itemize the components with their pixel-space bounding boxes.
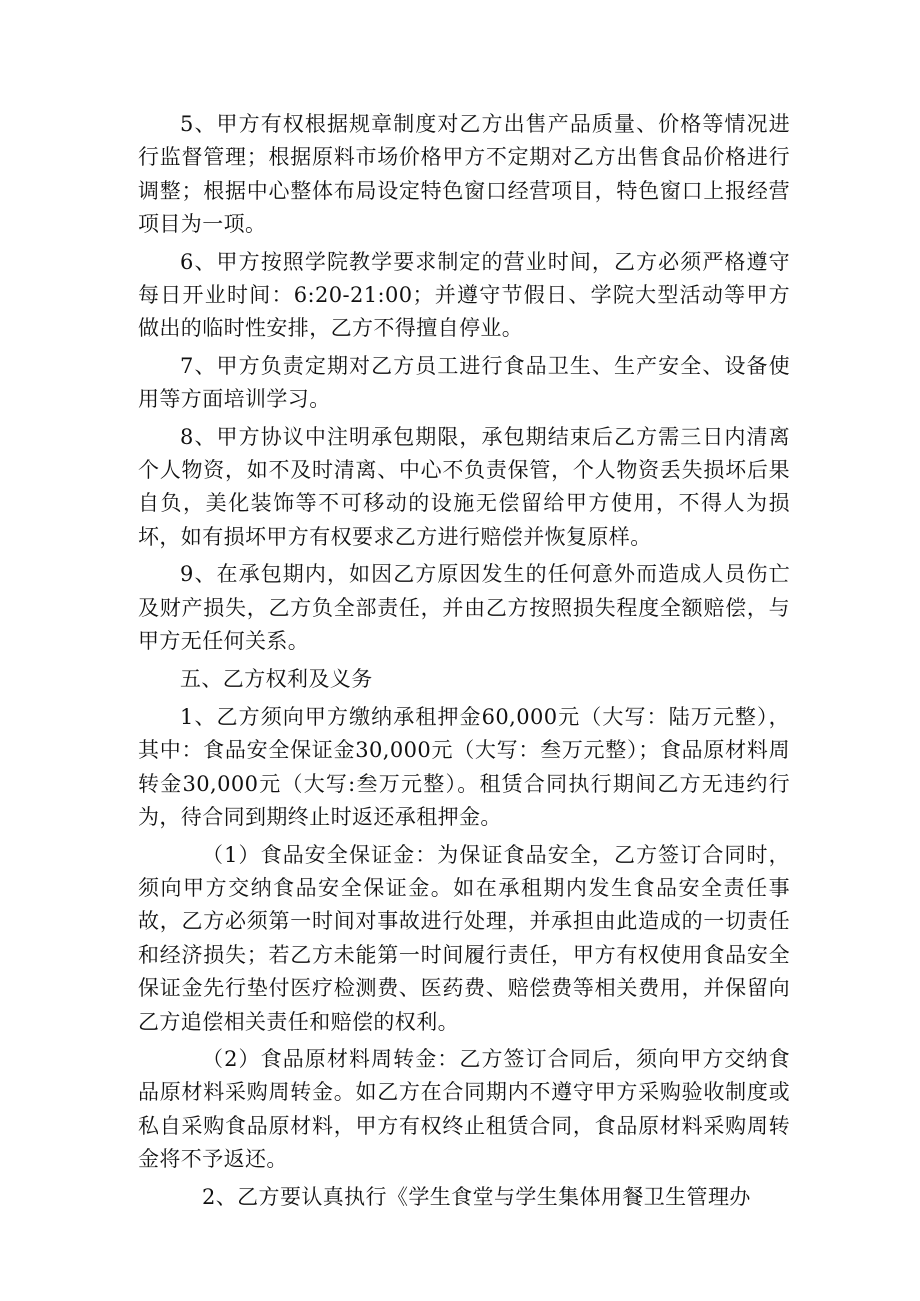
food-safety-deposit-paragraph: （1）食品安全保证金：为保证食品安全，乙方签订合同时，须向甲方交纳食品安全保证金。如在承租期内发生食品安全责任事故，乙方必须第一时间对事故进行处理，并承担由此造成的一切责任和经济损失；若乙方未能第一时间履行责任，甲方有权使用食品安全保证金先行垫付医疗检测费、医药费、赔偿费等相关费用，并保留向乙方追偿相关责任和赔偿的权利。 — [138, 842, 790, 1034]
section-5-heading: 五、乙方权利及义务 — [180, 666, 373, 691]
clause-8-paragraph: 8、甲方协议中注明承包期限，承包期结束后乙方需三日内清离个人物资，如不及时清离、中心不负责保管，个人物资丢失损坏后果自负，美化装饰等不可移动的设施无偿留给甲方使用，不得人为损坏，如有损坏甲方有权要求乙方进行赔偿并恢复原样。 — [138, 424, 790, 549]
clause-9-paragraph: 9、在承包期内，如因乙方原因发生的任何意外而造成人员伤亡及财产损失，乙方负全部责任，并由乙方按照损失程度全额赔偿，与甲方无任何关系。 — [138, 562, 790, 654]
party-b-clause-2-paragraph: 2、乙方要认真执行《学生食堂与学生集体用餐卫生管理办 — [202, 1184, 751, 1209]
party-b-clause-1-paragraph: 1、乙方须向甲方缴纳承租押金60,000元（大写：陆万元整），其中：食品安全保证金30,000元（大写：叁万元整）；食品原材料周转金30,000元（大写:叁万元整）。租赁合同执行期间乙方无违约行为，待合同到期终止时返还承租押金。 — [138, 704, 790, 830]
clause-5-paragraph: 5、甲方有权根据规章制度对乙方出售产品质量、价格等情况进行监督管理；根据原料市场价格甲方不定期对乙方出售食品价格进行调整；根据中心整体布局设定特色窗口经营项目，特色窗口上报经营项目为一项。 — [138, 112, 790, 237]
clause-6-paragraph: 6、甲方按照学院教学要求制定的营业时间，乙方必须严格遵守每日开业时间：6:20-21:00；并遵守节假日、学院大型活动等甲方做出的临时性安排，乙方不得擅自停业。 — [138, 249, 790, 341]
clause-7-paragraph: 7、甲方负责定期对乙方员工进行食品卫生、生产安全、设备使用等方面培训学习。 — [138, 353, 790, 412]
material-turnover-fund-paragraph: （2）食品原材料周转金：乙方签订合同后，须向甲方交纳食品原材料采购周转金。如乙方在合同期内不遵守甲方采购验收制度或私自采购食品原材料，甲方有权终止租赁合同，食品原材料采购周转金将不予返还。 — [138, 1046, 790, 1172]
